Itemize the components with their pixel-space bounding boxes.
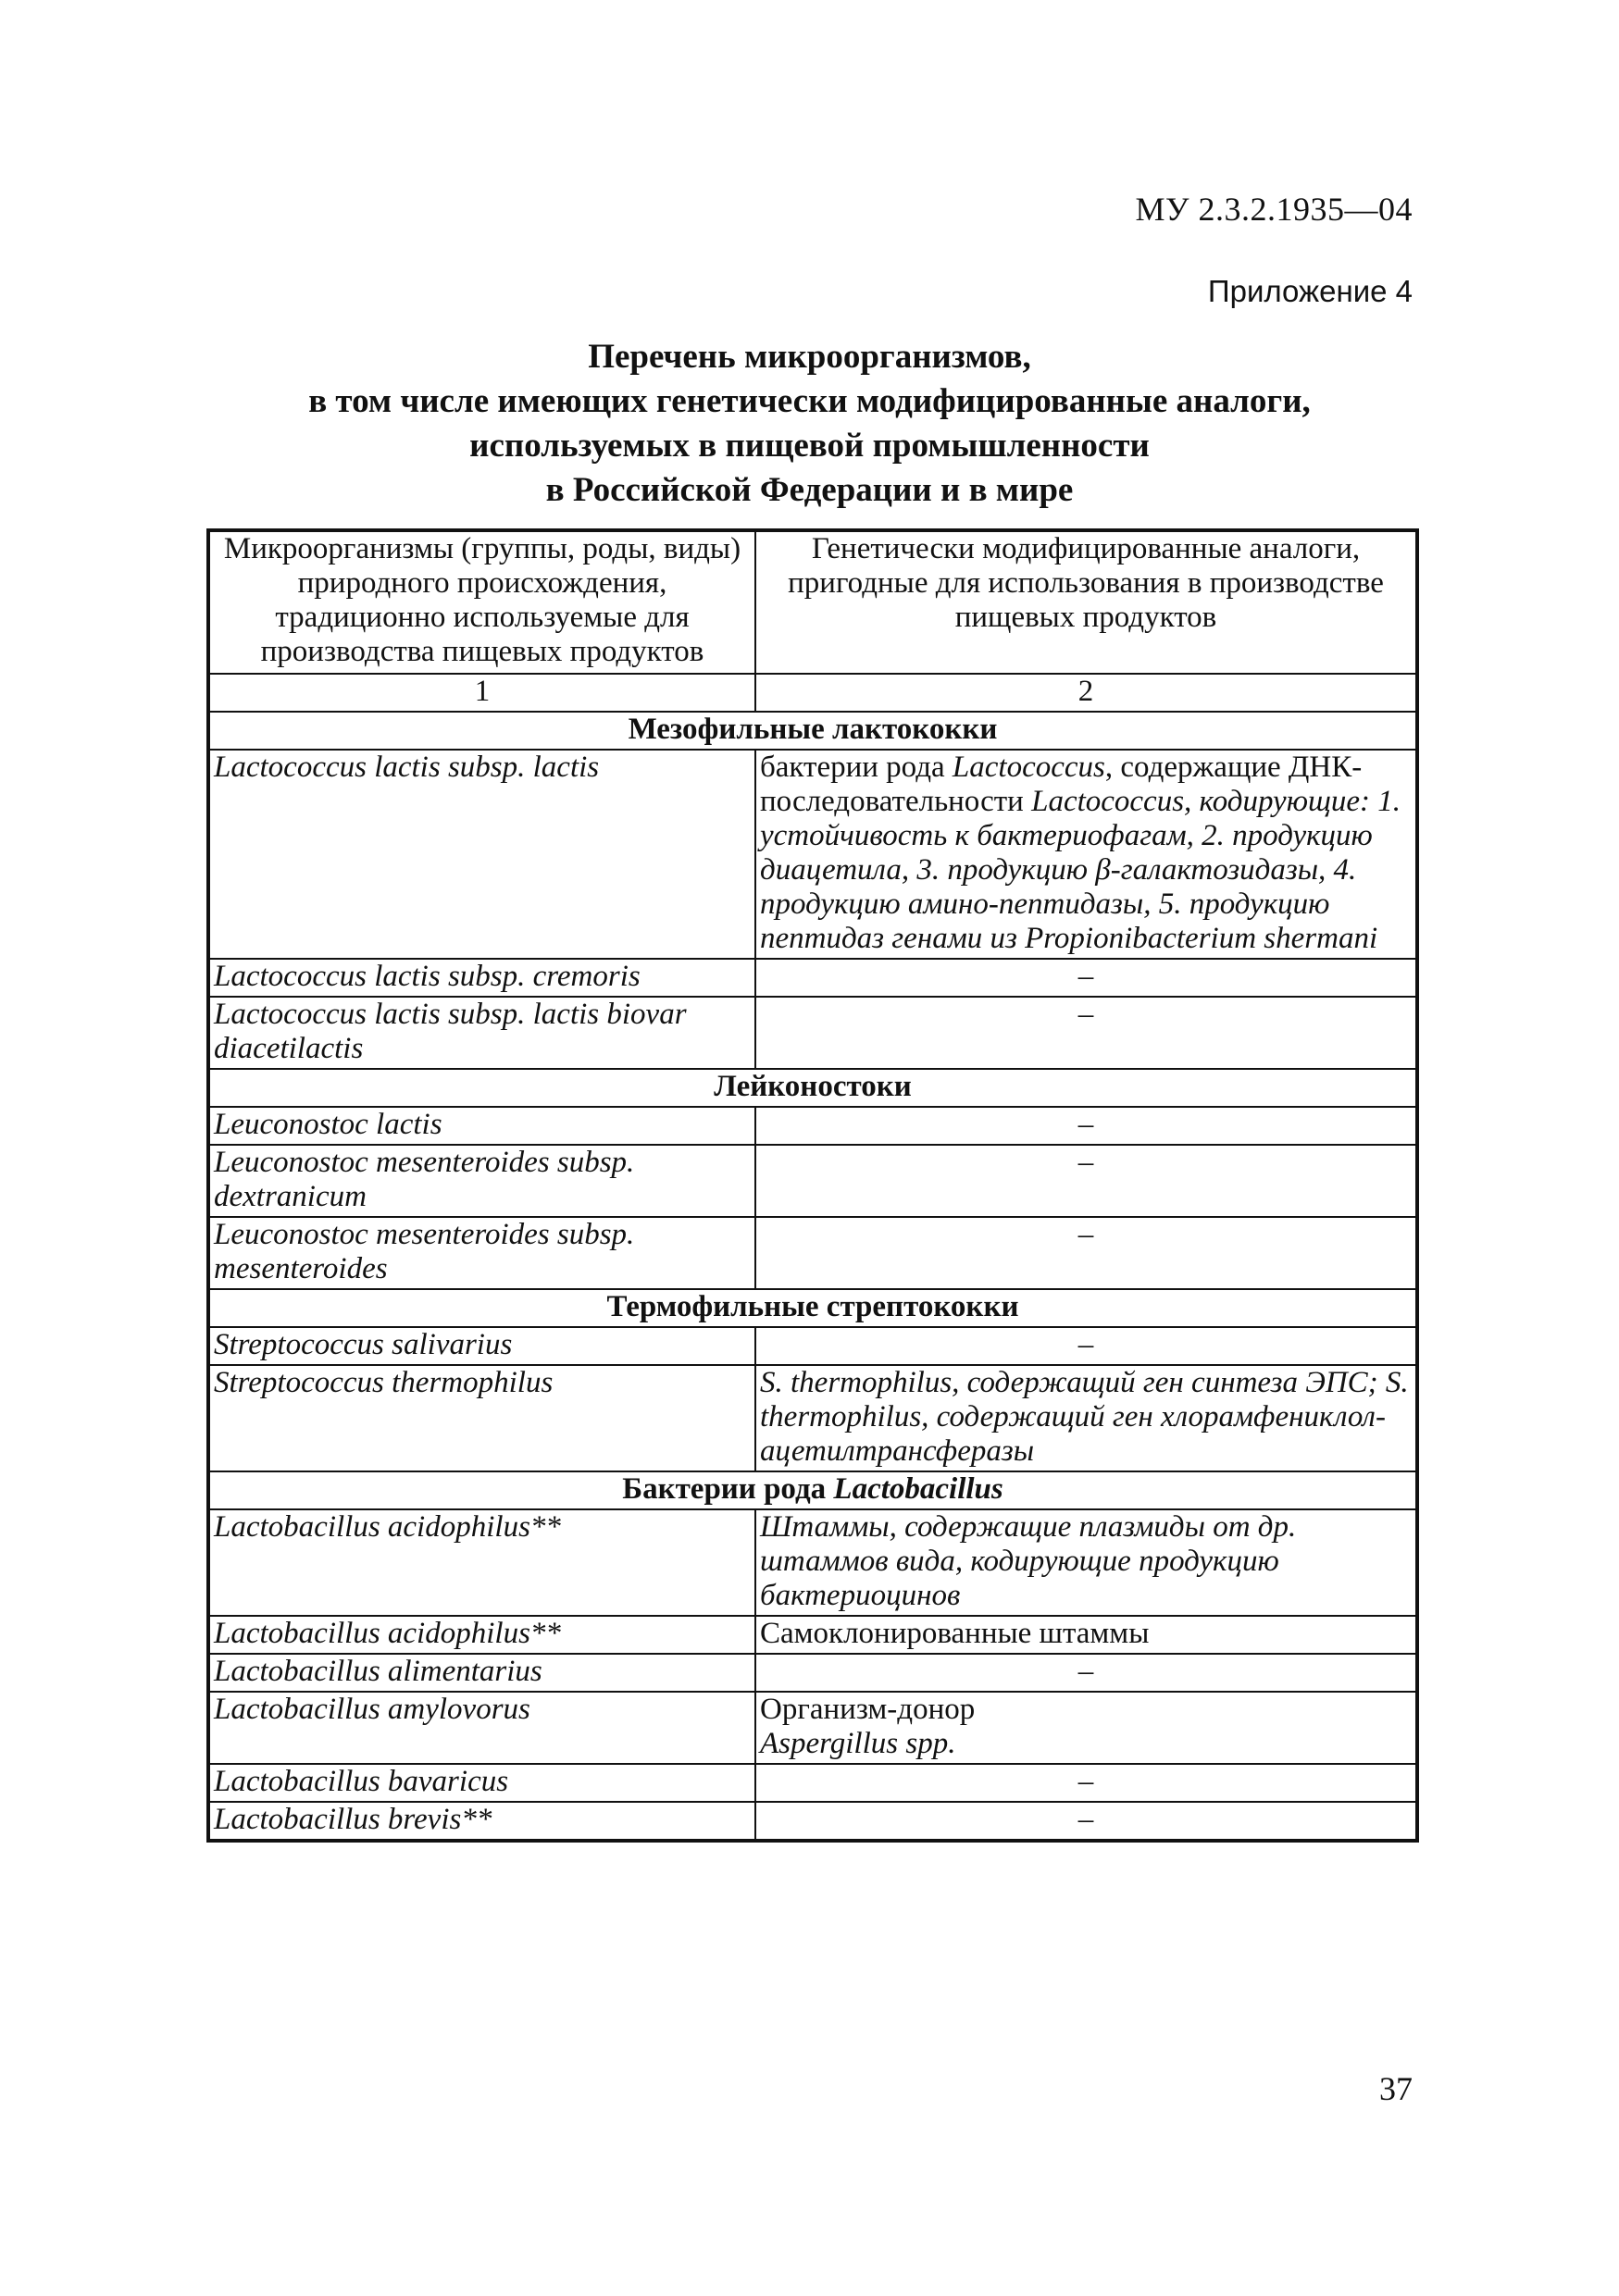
table-row — [208, 1654, 1417, 1692]
table-row — [208, 1217, 1417, 1289]
organism-cell: Lactobacillus alimentarius — [208, 1654, 755, 1692]
page-number: 37 — [1379, 2070, 1413, 2107]
gm-text: бактерии рода — [760, 751, 953, 784]
section-text: Бактерии рода — [622, 1472, 834, 1506]
gm-text: Lactococcus — [952, 751, 1105, 784]
organism-cell: Leuconostoc mesenteroides subsp. mesenteroides — [208, 1217, 755, 1289]
appendix-label: Приложение 4 — [1207, 274, 1413, 308]
page-title — [0, 335, 1619, 513]
table-row — [208, 1692, 1417, 1764]
gm-analog-cell: – — [755, 1217, 1417, 1289]
title-line: Перечень микроорганизмов, — [588, 338, 1031, 376]
section-heading: Лейконостоки — [208, 1069, 1417, 1107]
organism-cell: Lactobacillus brevis** — [208, 1802, 755, 1841]
section-heading — [208, 1471, 1417, 1509]
gm-analog-cell: – — [755, 1764, 1417, 1802]
table-row — [208, 1365, 1417, 1471]
organism-cell: Leuconostoc mesenteroides subsp. dextranicum — [208, 1145, 755, 1217]
table-row — [208, 750, 1417, 959]
microorganisms-table — [206, 528, 1419, 1843]
table-row — [208, 1616, 1417, 1654]
organism-cell: Lactobacillus bavaricus — [208, 1764, 755, 1802]
gm-analog-cell — [755, 1692, 1417, 1764]
column-header-gm: Генетически модифицированные аналоги, пригодные для использования в производстве пищевых продуктов — [755, 530, 1417, 674]
organism-cell: Leuconostoc lactis — [208, 1107, 755, 1145]
table-row — [208, 1509, 1417, 1616]
gm-analog-cell: – — [755, 1107, 1417, 1145]
column-header-natural: Микроорганизмы (группы, роды, виды) природного происхождения, традиционно используемые для производства пищевых продуктов — [208, 530, 755, 674]
column-number-row — [208, 674, 1417, 712]
table-row — [208, 959, 1417, 997]
gm-text: Aspergillus spp. — [760, 1727, 956, 1760]
gm-analog-cell: – — [755, 1145, 1417, 1217]
organism-cell: Lactobacillus amylovorus — [208, 1692, 755, 1764]
table-row — [208, 1145, 1417, 1217]
organism-cell: Lactococcus lactis subsp. lactis biovar diacetilactis — [208, 997, 755, 1069]
column-number: 1 — [208, 674, 755, 712]
table-row — [208, 997, 1417, 1069]
gm-analog-cell: Самоклонированные штаммы — [755, 1616, 1417, 1654]
title-line: используемых в пищевой промышленности — [469, 427, 1150, 465]
table-row — [208, 1802, 1417, 1841]
gm-text: кодирующие: 1. устойчивость к бактериофагам, 2. продукцию диацетила, 3. продукцию β-галактозидазы, 4. продукцию амино-пептидазы, 5. продукцию пептидаз генами из Propionibacterium shermani — [760, 785, 1401, 955]
gm-analog-cell: S. thermophilus, содержащий ген синтеза ЭПС; S. thermophilus, содержащий ген хлорамфениклол-ацетилтрансферазы — [755, 1365, 1417, 1471]
section-genus: Lactobacillus — [833, 1472, 1003, 1506]
section-row — [208, 1471, 1417, 1509]
gm-analog-cell: – — [755, 1802, 1417, 1841]
title-line: в Российской Федерации и в мире — [545, 471, 1074, 509]
document-code: МУ 2.3.2.1935—04 — [1135, 191, 1413, 228]
gm-text: Организм-донор — [760, 1693, 976, 1726]
gm-analog-cell: – — [755, 1327, 1417, 1365]
gm-analog-cell: – — [755, 959, 1417, 997]
gm-analog-cell: – — [755, 997, 1417, 1069]
table-row — [208, 1327, 1417, 1365]
organism-cell: Lactococcus lactis subsp. cremoris — [208, 959, 755, 997]
gm-text: , содержащие ДНК-последовательности — [760, 751, 1363, 818]
section-heading: Мезофильные лактококки — [208, 712, 1417, 750]
organism-cell: Lactobacillus acidophilus** — [208, 1616, 755, 1654]
table-row — [208, 1107, 1417, 1145]
title-line: в том числе имеющих генетически модифицированные аналоги, — [308, 382, 1311, 420]
section-heading: Термофильные стрептококки — [208, 1289, 1417, 1327]
organism-cell: Lactococcus lactis subsp. lactis — [208, 750, 755, 959]
section-row — [208, 712, 1417, 750]
organism-cell: Streptococcus salivarius — [208, 1327, 755, 1365]
gm-analog-cell — [755, 750, 1417, 959]
gm-analog-cell: Штаммы, содержащие плазмиды от др. штаммов вида, кодирующие продукцию бактериоцинов — [755, 1509, 1417, 1616]
gm-analog-cell: – — [755, 1654, 1417, 1692]
table-row — [208, 1764, 1417, 1802]
organism-cell: Lactobacillus acidophilus** — [208, 1509, 755, 1616]
header-row — [208, 530, 1417, 674]
section-row — [208, 1289, 1417, 1327]
column-number: 2 — [755, 674, 1417, 712]
gm-text: Lactococcus, — [1031, 785, 1192, 818]
section-row — [208, 1069, 1417, 1107]
organism-cell: Streptococcus thermophilus — [208, 1365, 755, 1471]
